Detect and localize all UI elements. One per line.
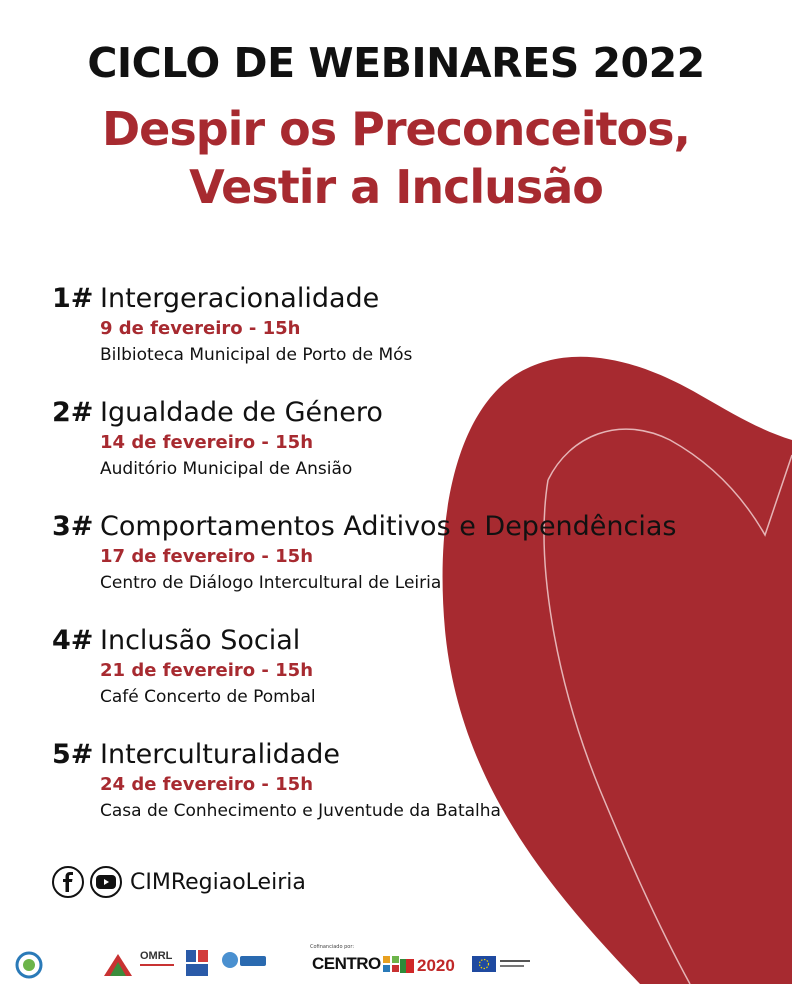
session-title: Interculturalidade — [100, 739, 341, 770]
session-venue: Bilbioteca Municipal de Porto de Mós — [100, 345, 413, 365]
partner-logos — [14, 944, 534, 980]
youtube-icon[interactable] — [90, 866, 122, 898]
omrl-text: OMRL — [140, 950, 173, 962]
series-title: CICLO DE WEBINARES 2022 — [87, 39, 705, 87]
session-number: 3# — [52, 511, 94, 542]
session-title: Intergeracionalidade — [100, 283, 380, 314]
session-number: 4# — [52, 625, 94, 656]
eu-flag-icon — [472, 956, 532, 972]
centro-squares-icon — [383, 956, 399, 972]
session-number: 5# — [52, 739, 94, 770]
session-date: 14 de fevereiro - 15h — [100, 432, 314, 453]
omrl-logo — [140, 950, 174, 966]
heart-shape — [443, 357, 792, 984]
centro-text: CENTRO — [312, 954, 381, 973]
network-logo-icon — [184, 948, 210, 978]
main-title-line2: Vestir a Inclusão — [189, 160, 603, 214]
main-title-line1: Despir os Preconceitos, — [101, 102, 691, 156]
portugal2020-logo — [400, 956, 455, 976]
session-venue: Auditório Municipal de Ansião — [100, 459, 353, 479]
session-title: Igualdade de Género — [100, 397, 383, 428]
session-title: Comportamentos Aditivos e Dependências — [100, 511, 677, 542]
session-number: 2# — [52, 397, 94, 428]
session-number: 1# — [52, 283, 94, 314]
session-date: 9 de fevereiro - 15h — [100, 318, 301, 339]
session-date: 24 de fevereiro - 15h — [100, 774, 314, 795]
session-venue: Café Concerto de Pombal — [100, 687, 316, 707]
centro-logo — [312, 954, 399, 974]
facebook-icon[interactable] — [52, 866, 84, 898]
health-program-logo-icon — [220, 948, 270, 978]
session-title: Inclusão Social — [100, 625, 301, 656]
session-venue: Casa de Conhecimento e Juventude da Batalha — [100, 801, 501, 821]
municipal-plan-logo — [14, 950, 44, 980]
portugal2020-text: 2020 — [417, 956, 455, 975]
regional-logo-icon — [102, 950, 134, 978]
social-handle[interactable]: CIMRegiaoLeiria — [130, 869, 306, 895]
session-date: 21 de fevereiro - 15h — [100, 660, 314, 681]
cofinanced-label: Cofinanciado por: — [310, 944, 355, 950]
portugal-flag-icon — [400, 959, 414, 973]
session-venue: Centro de Diálogo Intercultural de Leiria — [100, 573, 442, 593]
header — [0, 38, 792, 216]
social-links — [52, 864, 306, 900]
session-date: 17 de fevereiro - 15h — [100, 546, 314, 567]
